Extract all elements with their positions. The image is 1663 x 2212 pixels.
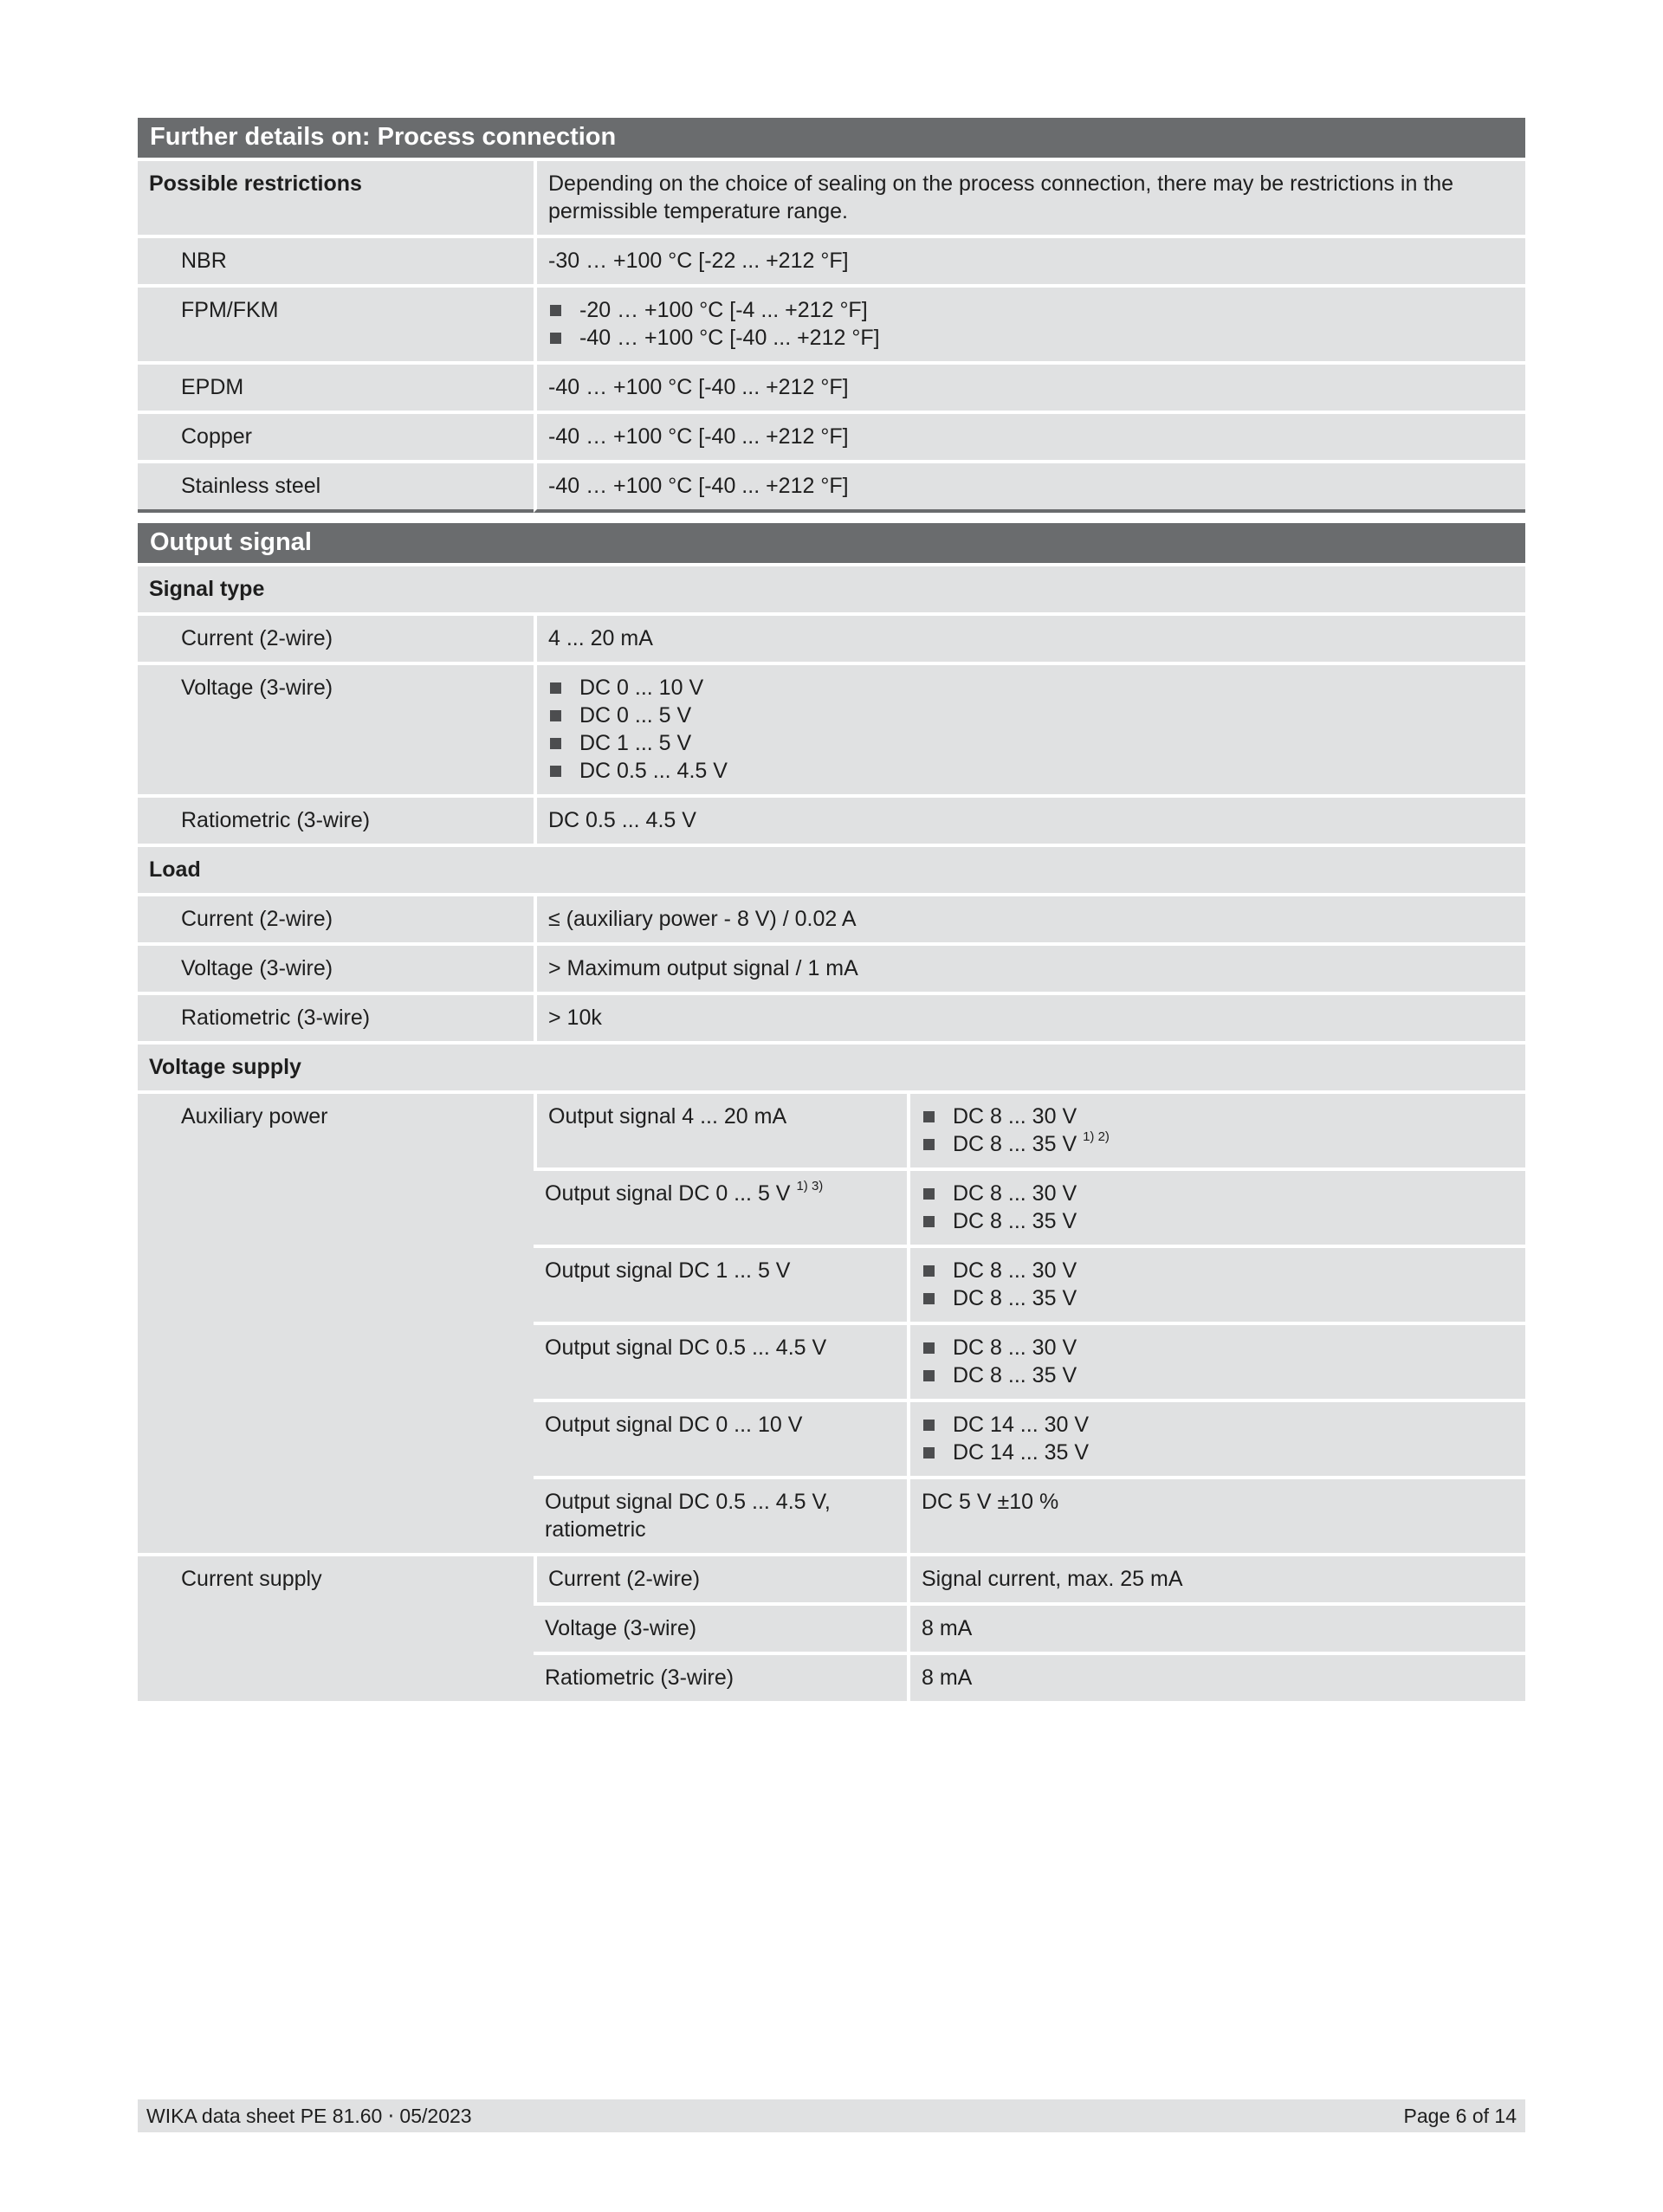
aux-values-dc-0-10v xyxy=(907,1402,1525,1479)
table-row xyxy=(138,946,1525,995)
table-row xyxy=(138,161,1525,238)
footnote-ref: 1) 3) xyxy=(796,1178,824,1193)
seal-label-nbr: NBR xyxy=(138,238,534,288)
signal-type-current-value: 4 ... 20 mA xyxy=(534,616,1525,665)
seal-value-copper: -40 … +100 °C [-40 ... +212 °F] xyxy=(534,414,1525,463)
load-ratiometric-value: > 10k xyxy=(534,995,1525,1045)
aux-values-4-20ma xyxy=(907,1094,1525,1171)
aux-signal-dc-0-5v xyxy=(534,1171,907,1248)
current-supply-value-voltage: 8 mA xyxy=(907,1606,1525,1655)
process-connection-table xyxy=(138,118,1525,513)
list-item: -40 … +100 °C [-40 ... +212 °F] xyxy=(548,324,1514,352)
table-header-row xyxy=(138,523,1525,566)
table-row xyxy=(138,896,1525,946)
list-item: DC 8 ... 35 V xyxy=(922,1207,1514,1235)
signal-text: Output signal DC 0 ... 5 V xyxy=(545,1181,791,1206)
output-signal-header: Output signal xyxy=(138,523,1525,566)
load-current-value: ≤ (auxiliary power - 8 V) / 0.02 A xyxy=(534,896,1525,946)
seal-label-fpm-fkm: FPM/FKM xyxy=(138,288,534,365)
list-item: DC 8 ... 35 V xyxy=(922,1284,1514,1312)
page-footer xyxy=(138,2099,1525,2132)
aux-value-ratiometric: DC 5 V ±10 % xyxy=(907,1479,1525,1556)
list-item: DC 8 ... 30 V xyxy=(922,1103,1514,1130)
list-item: DC 8 ... 30 V xyxy=(922,1257,1514,1284)
list-item: DC 1 ... 5 V xyxy=(548,729,1514,757)
list-item: DC 8 ... 30 V xyxy=(922,1334,1514,1361)
current-supply-value-ratiometric: 8 mA xyxy=(907,1655,1525,1701)
seal-value-stainless-steel: -40 … +100 °C [-40 ... +212 °F] xyxy=(534,463,1525,513)
aux-values-dc-0-5v xyxy=(907,1171,1525,1248)
list-item-text: DC 8 ... 35 V xyxy=(953,1132,1077,1156)
table-row xyxy=(138,1094,1525,1171)
signal-type-voltage-label: Voltage (3-wire) xyxy=(138,665,534,798)
footer-page-number: Page 6 of 14 xyxy=(1403,2105,1517,2127)
process-connection-header: Further details on: Process connection xyxy=(138,118,1525,161)
current-supply-signal-voltage: Voltage (3-wire) xyxy=(534,1606,907,1655)
possible-restrictions-text: Depending on the choice of sealing on the process connection, there may be restrictions in the permissible temperature range. xyxy=(534,161,1525,238)
current-supply-label: Current supply xyxy=(138,1556,534,1701)
list-item: DC 0 ... 5 V xyxy=(548,702,1514,729)
table-row xyxy=(138,238,1525,288)
output-signal-table xyxy=(138,523,1525,1701)
aux-signal-dc-0-10v: Output signal DC 0 ... 10 V xyxy=(534,1402,907,1479)
table-row xyxy=(138,566,1525,616)
load-label: Load xyxy=(138,847,1525,896)
seal-label-copper: Copper xyxy=(138,414,534,463)
table-row xyxy=(138,616,1525,665)
table-row xyxy=(138,463,1525,513)
load-ratiometric-label: Ratiometric (3-wire) xyxy=(138,995,534,1045)
aux-signal-ratiometric: Output signal DC 0.5 ... 4.5 V, ratiometric xyxy=(534,1479,907,1556)
footnote-ref: 1) 2) xyxy=(1083,1129,1110,1144)
signal-type-ratiometric-label: Ratiometric (3-wire) xyxy=(138,798,534,847)
table-row xyxy=(138,365,1525,414)
auxiliary-power-label: Auxiliary power xyxy=(138,1094,534,1556)
current-supply-value-current: Signal current, max. 25 mA xyxy=(907,1556,1525,1606)
table-row xyxy=(138,995,1525,1045)
footer-document-id: WIKA data sheet PE 81.60 ⋅ 05/2023 xyxy=(146,2105,472,2127)
voltage-supply-label: Voltage supply xyxy=(138,1045,1525,1094)
seal-values-fpm-fkm xyxy=(534,288,1525,365)
table-row xyxy=(138,1556,1525,1606)
possible-restrictions-label: Possible restrictions xyxy=(138,161,534,238)
list-item: DC 0 ... 10 V xyxy=(548,674,1514,702)
signal-type-current-label: Current (2-wire) xyxy=(138,616,534,665)
list-item: DC 14 ... 35 V xyxy=(922,1439,1514,1466)
load-voltage-label: Voltage (3-wire) xyxy=(138,946,534,995)
table-row xyxy=(138,798,1525,847)
list-item: DC 8 ... 30 V xyxy=(922,1180,1514,1207)
aux-signal-4-20ma: Output signal 4 ... 20 mA xyxy=(534,1094,907,1171)
seal-value-epdm: -40 … +100 °C [-40 ... +212 °F] xyxy=(534,365,1525,414)
signal-type-ratiometric-value: DC 0.5 ... 4.5 V xyxy=(534,798,1525,847)
aux-signal-dc-05-45v: Output signal DC 0.5 ... 4.5 V xyxy=(534,1325,907,1402)
signal-type-voltage-values xyxy=(534,665,1525,798)
table-row xyxy=(138,288,1525,365)
current-supply-signal-ratiometric: Ratiometric (3-wire) xyxy=(534,1655,907,1701)
aux-values-dc-05-45v xyxy=(907,1325,1525,1402)
table-row xyxy=(138,847,1525,896)
table-header-row xyxy=(138,118,1525,161)
list-item: DC 0.5 ... 4.5 V xyxy=(548,757,1514,785)
table-row xyxy=(138,665,1525,798)
list-item: DC 8 ... 35 V xyxy=(922,1361,1514,1389)
load-voltage-value: > Maximum output signal / 1 mA xyxy=(534,946,1525,995)
seal-label-stainless-steel: Stainless steel xyxy=(138,463,534,513)
table-row xyxy=(138,1045,1525,1094)
list-item: DC 14 ... 30 V xyxy=(922,1411,1514,1439)
load-current-label: Current (2-wire) xyxy=(138,896,534,946)
table-row xyxy=(138,414,1525,463)
list-item xyxy=(922,1130,1514,1158)
aux-signal-dc-1-5v: Output signal DC 1 ... 5 V xyxy=(534,1248,907,1325)
list-item: -20 … +100 °C [-4 ... +212 °F] xyxy=(548,296,1514,324)
seal-label-epdm: EPDM xyxy=(138,365,534,414)
current-supply-signal-current: Current (2-wire) xyxy=(534,1556,907,1606)
aux-values-dc-1-5v xyxy=(907,1248,1525,1325)
seal-value-nbr: -30 … +100 °C [-22 ... +212 °F] xyxy=(534,238,1525,288)
signal-type-label: Signal type xyxy=(138,566,1525,616)
